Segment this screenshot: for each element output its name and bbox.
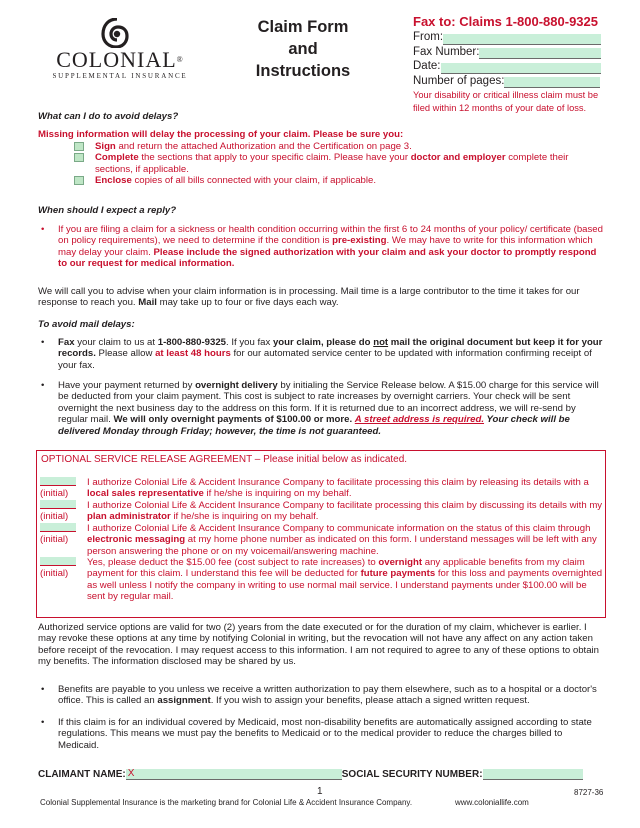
overnight-bullet: • Have your payment returned by overnight delivery by initialing the Service Release below. A $15.00 charge for this service will be deducted from your claim payment. This cost is subject to rate increases by overnight carriers. Your check will be sent overnight the next business day to the address on this form. If it is returned due to an incorrect address, we will re-send by regular mail. We will only overnight payments of $100.00 or more. A street address is required. Your check will be delivered Monday through Friday; however, the time is not guaranteed. bbox=[41, 380, 599, 437]
bullet-icon: • bbox=[41, 717, 45, 728]
list-item: Complete the sections that apply to your specific claim. Please have your doctor and employer complete their sections, if applicable. bbox=[95, 152, 595, 175]
brand-disclaimer: Colonial Supplemental Insurance is the marketing brand for Colonial Life & Accident Insurance Company. bbox=[40, 798, 413, 807]
claimant-name-field[interactable] bbox=[126, 769, 342, 780]
missing-info-note: Missing information will delay the processing of your claim. Please be sure you: bbox=[38, 129, 404, 140]
mail-time-paragraph: We will call you to advise when your claim information is in processing. Mail time is a large contributor to the time it takes for our response to reach you. Mail may take up to four or five days each way. bbox=[38, 286, 580, 309]
delays-list bbox=[95, 141, 595, 187]
page-title: Claim Form and Instructions bbox=[255, 18, 351, 80]
initial-field[interactable] bbox=[40, 523, 76, 532]
date-field[interactable] bbox=[441, 63, 601, 74]
list-item: Enclose copies of all bills connected with your claim, if applicable. bbox=[95, 175, 595, 186]
bullet-icon: • bbox=[41, 684, 45, 695]
bullet-icon: • bbox=[41, 337, 45, 348]
reply-bullet: • If you are filing a claim for a sickness or health condition occurring within the first 6 to 24 months of your policy/ certificate (based on policy requirements), we need to determine if the condition is pre-existing. We may have to write for this information which may delay your claim. Please include the signed authorization with your claim and ask your doctor to promptly respond to our request for medical information. bbox=[41, 224, 603, 270]
fax-block: Fax to: Claims 1-800-880-9325 From: Fax Number: Date: Number of pages: Your disability or critical illness claim must be filed within 12 months of your date of loss. bbox=[413, 14, 613, 114]
assignment-bullet: • Benefits are payable to you unless we receive a written authorization to pay them elsewhere, such as to a hospital or a doctor's office. This is called an assignment. If you wish to assign your benefits, please attach a signed written request. bbox=[41, 684, 597, 707]
logo-wordmark: COLONIAL® bbox=[56, 47, 184, 72]
reply-heading: When should I expect a reply? bbox=[38, 205, 177, 216]
checkbox-icon bbox=[74, 153, 84, 162]
list-item: Sign and return the attached Authorization and the Certification on page 3. bbox=[95, 141, 595, 152]
pages-field[interactable] bbox=[504, 77, 600, 88]
checkbox-icon bbox=[74, 142, 84, 151]
fax-number-field[interactable] bbox=[479, 48, 601, 59]
form-code: 8727-36 bbox=[574, 788, 604, 797]
website-link[interactable]: www.coloniallife.com bbox=[455, 798, 529, 807]
page-number: 1 bbox=[317, 786, 323, 797]
logo-subtitle: SUPPLEMENTAL INSURANCE bbox=[52, 72, 188, 80]
colonial-logo-mark-icon bbox=[96, 18, 134, 48]
filing-deadline-note: Your disability or critical illness claim must be filed within 12 months of your date of loss. bbox=[413, 90, 599, 113]
signature-row bbox=[38, 769, 608, 780]
release-heading: OPTIONAL SERVICE RELEASE AGREEMENT – Please initial below as indicated. bbox=[41, 454, 408, 465]
ssn-field[interactable] bbox=[483, 769, 583, 780]
claimant-name-label: CLAIMANT NAME: bbox=[38, 769, 126, 780]
bullet-icon: • bbox=[41, 380, 45, 391]
bullet-icon: • bbox=[41, 224, 45, 235]
medicaid-bullet: • If this claim is for an individual covered by Medicaid, most non-disability benefits are automatically assigned according to state regulations. This means we must pay the benefits to Medicaid or to the medical provider to reduce the charges billed to Medicaid. bbox=[41, 717, 592, 751]
mail-heading: To avoid mail delays: bbox=[38, 319, 135, 330]
initial-field[interactable] bbox=[40, 557, 76, 566]
colonial-logo bbox=[40, 18, 200, 80]
authorization-paragraph: Authorized service options are valid for two (2) years from the date executed or for the duration of my claim, whichever is earlier. I may revoke these options at any time by notifying Colonial in writing, but the revocation will not have any affect on any action taken before receipt of the revocation. I may request access to this information. I am not required to agree to any of these options to obtain my benefits. The information disclosed may be shared by us. bbox=[38, 622, 600, 668]
checkbox-icon bbox=[74, 176, 84, 185]
initial-field[interactable] bbox=[40, 477, 76, 486]
initial-field[interactable] bbox=[40, 500, 76, 509]
from-field[interactable] bbox=[443, 34, 601, 45]
ssn-label: SOCIAL SECURITY NUMBER: bbox=[341, 769, 483, 780]
fax-heading: Fax to: Claims 1-800-880-9325 bbox=[413, 14, 598, 29]
service-release-box: OPTIONAL SERVICE RELEASE AGREEMENT – Please initial below as indicated. (initial) I authorize Colonial Life & Accident Insurance Company to facilitate processing this claim by releasing its details with a local sales representative if he/she is inquiring on my behalf. (initial) I authorize Colonial Life & Accident Insurance Company to facilitate processing this claim by discussing its details with my plan administrator if he/she is inquiring on my behalf. (initial) I authorize Colonial Life & Accident Insurance Company to communicate information on the status of this claim through electronic messaging at my home phone number as indicated on this form. I understand messages will be left with any person answering the phone or on my voicemail/answering machine. (initial) Yes, please deduct the $15.00 fee (cost subject to rate increases) to overnight any applicable benefits from my claim payment for this claim. I understand this fee will be deducted for future payments for this loss and payments overnighted as well unless I notify the company in writing to use normal mail service. I understand payments under $100.00 will be sent by regular mail. bbox=[36, 450, 606, 618]
fax-bullet: • Fax your claim to us at 1-800-880-9325. If you fax your claim, please do not mail the original document but keep it for your records. Please allow at least 48 hours for our automated service center to be updated with information confirming receipt of your fax. bbox=[41, 337, 603, 371]
delays-heading: What can I do to avoid delays? bbox=[38, 111, 179, 122]
x-mark-icon: X bbox=[127, 768, 135, 780]
